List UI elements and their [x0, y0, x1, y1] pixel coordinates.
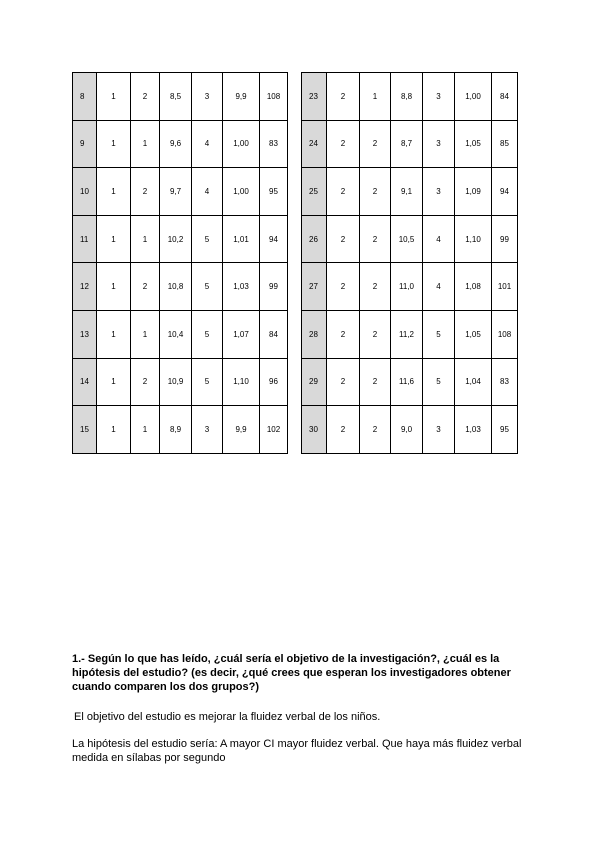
table-cell: 2 [327, 73, 360, 121]
row-id-cell: 9 [73, 120, 97, 168]
table-cell: 1,05 [455, 310, 492, 358]
table-cell: 5 [192, 310, 223, 358]
table-cell: 2 [131, 358, 160, 406]
table-row [302, 215, 518, 263]
table-cell: 85 [492, 120, 518, 168]
row-id-cell: 14 [73, 358, 97, 406]
table-row [302, 263, 518, 311]
table-row [73, 120, 288, 168]
table-cell: 2 [360, 168, 391, 216]
table-cell: 2 [131, 263, 160, 311]
table-cell: 4 [192, 168, 223, 216]
table-cell: 4 [423, 215, 455, 263]
table-cell: 4 [192, 120, 223, 168]
table-cell: 2 [360, 120, 391, 168]
table-cell: 4 [423, 263, 455, 311]
table-cell: 3 [192, 406, 223, 454]
table-cell: 2 [360, 263, 391, 311]
table-cell: 10,8 [160, 263, 192, 311]
table-row [73, 73, 288, 121]
table-row [73, 215, 288, 263]
table-cell: 8,7 [391, 120, 423, 168]
table-cell: 2 [360, 215, 391, 263]
table-cell: 2 [131, 168, 160, 216]
table-cell: 1 [97, 73, 131, 121]
table-cell: 101 [492, 263, 518, 311]
row-id-cell: 15 [73, 406, 97, 454]
table-cell: 1 [131, 310, 160, 358]
table-cell: 5 [423, 310, 455, 358]
table-cell: 9,0 [391, 406, 423, 454]
table-cell: 3 [423, 73, 455, 121]
table-cell: 1 [97, 215, 131, 263]
table-cell: 9,9 [223, 73, 260, 121]
table-cell: 11,0 [391, 263, 423, 311]
table-cell: 94 [492, 168, 518, 216]
table-cell: 83 [492, 358, 518, 406]
table-cell: 1 [131, 120, 160, 168]
row-id-cell: 26 [302, 215, 327, 263]
data-table-left [72, 72, 288, 454]
row-id-cell: 11 [73, 215, 97, 263]
table-cell: 2 [327, 406, 360, 454]
table-cell: 96 [260, 358, 288, 406]
table-cell: 108 [492, 310, 518, 358]
table-cell: 9,7 [160, 168, 192, 216]
table-cell: 11,6 [391, 358, 423, 406]
table-cell: 10,2 [160, 215, 192, 263]
table-cell: 2 [131, 73, 160, 121]
table-cell: 11,2 [391, 310, 423, 358]
table-cell: 10,5 [391, 215, 423, 263]
table-cell: 1,01 [223, 215, 260, 263]
row-id-cell: 24 [302, 120, 327, 168]
table-cell: 1,00 [455, 73, 492, 121]
row-id-cell: 12 [73, 263, 97, 311]
row-id-cell: 28 [302, 310, 327, 358]
table-cell: 99 [492, 215, 518, 263]
table-row [302, 310, 518, 358]
table-row [302, 358, 518, 406]
table-cell: 1 [97, 120, 131, 168]
row-id-cell: 25 [302, 168, 327, 216]
table-cell: 9,6 [160, 120, 192, 168]
table-cell: 5 [192, 358, 223, 406]
table-cell: 1,09 [455, 168, 492, 216]
table-cell: 1 [131, 406, 160, 454]
table-cell: 95 [492, 406, 518, 454]
row-id-cell: 8 [73, 73, 97, 121]
table-cell: 5 [423, 358, 455, 406]
table-cell: 5 [192, 215, 223, 263]
table-cell: 1 [360, 73, 391, 121]
table-cell: 1,04 [455, 358, 492, 406]
table-row [73, 406, 288, 454]
table-row [73, 358, 288, 406]
table-cell: 8,8 [391, 73, 423, 121]
table-cell: 1,03 [455, 406, 492, 454]
table-cell: 1 [131, 215, 160, 263]
table-cell: 5 [192, 263, 223, 311]
row-id-cell: 13 [73, 310, 97, 358]
table-cell: 2 [327, 120, 360, 168]
table-cell: 1 [97, 168, 131, 216]
table-cell: 2 [327, 310, 360, 358]
table-cell: 3 [192, 73, 223, 121]
data-table-right [301, 72, 518, 454]
row-id-cell: 30 [302, 406, 327, 454]
table-cell: 108 [260, 73, 288, 121]
table-cell: 1 [97, 263, 131, 311]
table-cell: 1 [97, 310, 131, 358]
row-id-cell: 23 [302, 73, 327, 121]
answer-objective: El objetivo del estudio es mejorar la fluidez verbal de los niños. [74, 711, 381, 723]
table-cell: 94 [260, 215, 288, 263]
table-cell: 2 [327, 358, 360, 406]
table-cell: 1,05 [455, 120, 492, 168]
table-cell: 9,1 [391, 168, 423, 216]
table-cell: 8,9 [160, 406, 192, 454]
table-row [302, 120, 518, 168]
table-cell: 1,10 [223, 358, 260, 406]
table-cell: 2 [360, 310, 391, 358]
table-row [302, 168, 518, 216]
table-cell: 84 [492, 73, 518, 121]
table-row [302, 406, 518, 454]
table-cell: 2 [327, 263, 360, 311]
table-row [73, 168, 288, 216]
table-cell: 1 [97, 406, 131, 454]
table-cell: 1,08 [455, 263, 492, 311]
table-cell: 83 [260, 120, 288, 168]
table-cell: 99 [260, 263, 288, 311]
table-row [73, 310, 288, 358]
table-cell: 1 [97, 358, 131, 406]
table-cell: 2 [360, 358, 391, 406]
table-cell: 1,00 [223, 168, 260, 216]
table-cell: 10,9 [160, 358, 192, 406]
table-cell: 2 [327, 215, 360, 263]
row-id-cell: 27 [302, 263, 327, 311]
table-row [302, 73, 518, 121]
table-cell: 10,4 [160, 310, 192, 358]
table-cell: 8,5 [160, 73, 192, 121]
table-row [73, 263, 288, 311]
question-1: 1.- Según lo que has leído, ¿cuál sería el objetivo de la investigación?, ¿cuál es la hipótesis del estudio? (es decir, ¿qué crees que esperan los investigadores obtener cuando comparen los dos grupos?) [72, 653, 511, 693]
table-cell: 84 [260, 310, 288, 358]
table-cell: 3 [423, 406, 455, 454]
table-cell: 2 [327, 168, 360, 216]
table-cell: 102 [260, 406, 288, 454]
table-cell: 1,00 [223, 120, 260, 168]
table-cell: 1,07 [223, 310, 260, 358]
table-cell: 2 [360, 406, 391, 454]
row-id-cell: 10 [73, 168, 97, 216]
table-cell: 1,03 [223, 263, 260, 311]
table-cell: 3 [423, 120, 455, 168]
table-cell: 3 [423, 168, 455, 216]
table-cell: 1,10 [455, 215, 492, 263]
table-cell: 95 [260, 168, 288, 216]
answer-hypothesis: La hipótesis del estudio sería: A mayor CI mayor fluidez verbal. Que haya más fluidez verbal medida en sílabas por segundo [72, 738, 522, 764]
row-id-cell: 29 [302, 358, 327, 406]
table-cell: 9,9 [223, 406, 260, 454]
